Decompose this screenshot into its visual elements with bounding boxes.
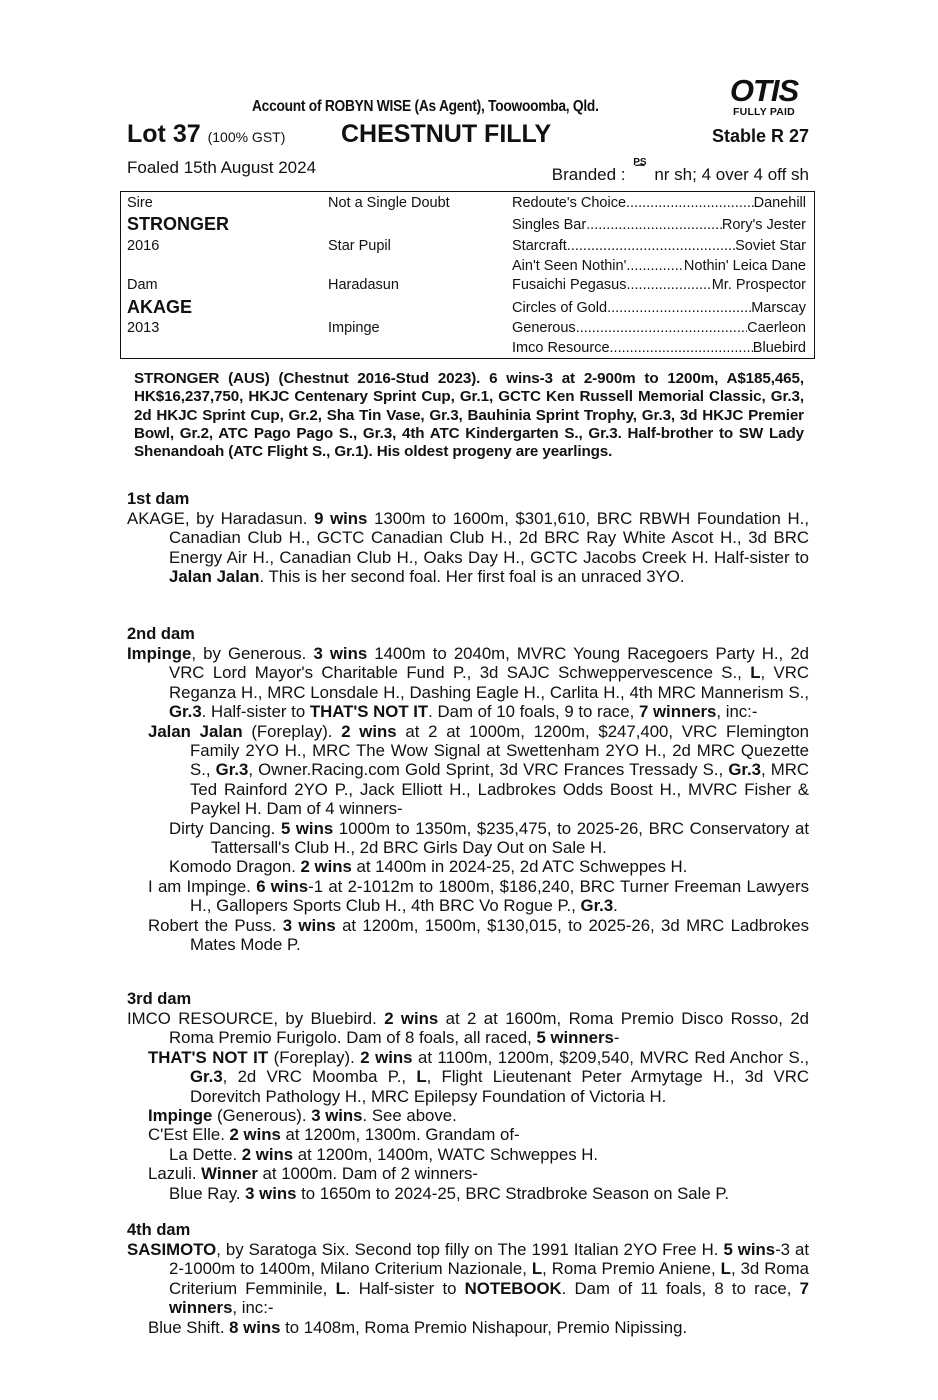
pedigree-table <box>120 191 815 359</box>
lot-number <box>127 120 285 149</box>
sire-name: STRONGER <box>127 214 230 234</box>
second-dam-section <box>127 625 809 955</box>
entries <box>127 1240 809 1337</box>
otis-logo <box>720 73 808 118</box>
section-heading: 3rd dam <box>127 990 192 1008</box>
pedigree-entry: C'Est Elle. 2 wins at 1200m, 1300m. Grandam of- <box>148 1125 520 1145</box>
dam-name: AKAGE <box>127 297 193 317</box>
third-gen-row: Generous ..... Caerleon <box>512 320 806 336</box>
third-gen-row: Redoute's Choice ..... Danehill <box>512 195 806 211</box>
dam-dam: Impinge <box>328 320 380 336</box>
pedigree-entry: I am Impinge. 6 wins-1 at 2-1012m to 1800m, $186,240, BRC Turner Freeman Lawyers H., Gallopers Sports Club H., 4th BRC Vo Rogue P., Gr.3. <box>148 876 809 916</box>
entries <box>127 644 809 955</box>
vendor-account: Account of ROBYN WISE (As Agent), Toowoomba, Qld. <box>252 98 599 115</box>
sire-dam: Star Pupil <box>328 238 391 254</box>
sire-year: 2016 <box>127 238 160 254</box>
third-gen-row: Singles Bar ..... Rory's Jester <box>512 217 806 233</box>
third-dam-section <box>127 990 809 1203</box>
section-heading: 4th dam <box>127 1221 191 1239</box>
lot-label: Lot 37 <box>127 120 201 148</box>
pedigree-entry: IMCO RESOURCE, by Bluebird. 2 wins at 2 at 1600m, Roma Premio Disco Rosso, 2d Roma Premio Furigolo. Dam of 8 foals, all raced, 5 winners- <box>127 1009 809 1048</box>
pedigree-entry: Jalan Jalan (Foreplay). 2 wins at 2 at 1000m, 1200m, $247,400, VRC Flemington Family 2YO H., MRC The Wow Signal at Swettenham 2YO H., 2d MRC Quezette S., Gr.3, Owner.Racing.com Gold Sprint, 3d VRC Frances Tressady S., Gr.3, MRC Ted Rainford 2YO P., Jack Elliott H., Ladbrokes Odds Boost H., MVRC Fisher & Paykel H. Dam of 4 winners- <box>148 721 810 819</box>
third-gen-row: Fusaichi Pegasus ..... Mr. Prospector <box>512 277 806 293</box>
lot-description: CHESTNUT FILLY <box>341 120 552 148</box>
section-heading: 2nd dam <box>127 625 195 643</box>
dam-year: 2013 <box>127 320 160 336</box>
lot-header <box>127 120 809 152</box>
pedigree-entry: THAT'S NOT IT (Foreplay). 2 wins at 1100m, 1200m, $209,540, MVRC Red Anchor S., Gr.3, 2d VRC Moomba P., L, Flight Lieutenant Peter Armytage H., 3d VRC Dorevitch Pathology H., MRC Epilepsy Foundation of Victoria H. <box>148 1047 810 1106</box>
third-gen-row: Ain't Seen Nothin' ..... Nothin' Leica Dane <box>512 258 806 274</box>
sire-label: Sire <box>127 195 153 211</box>
stable-number: Stable R 27 <box>711 126 809 146</box>
brand-mark-icon: PS ⁀ <box>633 157 647 177</box>
pedigree-entry: Dirty Dancing. 5 wins 1000m to 1350m, $235,475, to 2025-26, BRC Conservatory at Tattersall's Club H., 2d BRC Girls Day Out on Sale H. <box>169 818 809 858</box>
pedigree-entry: Blue Shift. 8 wins to 1408m, Roma Premio Nishapour, Premio Nipissing. <box>148 1317 688 1337</box>
branded-label: Branded : <box>551 165 626 184</box>
third-gen-row: Circles of Gold ..... Marscay <box>512 300 806 316</box>
third-gen-row: Starcraft ..... Soviet Star <box>512 238 806 254</box>
pedigree-entry: Impinge, by Generous. 3 wins 1400m to 2040m, MVRC Young Racegoers Party H., 2d VRC Lord Mayor's Charitable Fund P., 3d SAJC Schweppervescence S., L, VRC Reganza H., MRC Lonsdale H., Dashing Eagle H., Carlita H., 4th MRC Mannerism S., Gr.3. Half-sister to THAT'S NOT IT. Dam of 10 foals, 9 to race, 7 winners, inc:- <box>127 644 810 722</box>
pedigree-entry: Blue Ray. 3 wins to 1650m to 2024-25, BRC Stradbroke Season on Sale P. <box>169 1183 730 1203</box>
otis-brand-icon: OTIS <box>729 73 799 108</box>
dam-label: Dam <box>127 277 158 293</box>
pedigree-entry: Lazuli. Winner at 1000m. Dam of 2 winners- <box>148 1164 479 1184</box>
branded-detail: nr sh; 4 over 4 off sh <box>654 165 809 184</box>
dam-sire: Haradasun <box>328 277 399 293</box>
section-heading: 1st dam <box>127 490 190 508</box>
entries <box>127 509 809 587</box>
branded-info <box>552 158 809 185</box>
foaled-date: Foaled 15th August 2024 <box>127 158 317 177</box>
pedigree-entry: Impinge (Generous). 3 wins. See above. <box>148 1106 457 1126</box>
sire-summary: STRONGER (AUS) (Chestnut 2016-Stud 2023). 6 wins-3 at 2-900m to 1200m, A$185,465, HK$16,237,750, HKJC Centenary Sprint Cup, Gr.1, GCTC Ken Russell Memorial Classic, Gr.3, 2d HKJC Sprint Cup, Gr.2, Sha Tin Vase, Gr.3, Bauhinia Sprint Trophy, Gr.3, 3d HKJC Premier Bowl, Gr.2, ATC Pago Pago S., Gr.3, 4th ATC Kindergarten S., Gr.3. Half-brother to SW Lady Shenandoah (ATC Flight S., Gr.1). His oldest progeny are yearlings. <box>134 370 804 461</box>
fourth-dam-section <box>127 1221 809 1337</box>
sire-sire: Not a Single Doubt <box>328 195 450 211</box>
gst-note: (100% GST) <box>207 129 286 145</box>
pedigree-entry: SASIMOTO, by Saratoga Six. Second top filly on The 1991 Italian 2YO Free H. 5 wins-3 at 2-1000m to 1400m, Milano Criterium Nazionale, L, Roma Premio Aniene, L, 3d Roma Criterium Femminile, L. Half-sister to NOTEBOOK. Dam of 11 foals, 8 to race, 7 winners, inc:- <box>127 1240 809 1318</box>
pedigree-entry: AKAGE, by Haradasun. 9 wins 1300m to 1600m, $301,610, BRC RBWH Foundation H., Canadian Club H., GCTC Canadian Club H., 2d BRC Ray White Ascot H., 3d BRC Energy Air H., Canadian Club H., Oaks Day H., GCTC Jacobs Creek H. Half-sister to Jalan Jalan. This is her second foal. Her first foal is an unraced 3YO. <box>127 509 809 587</box>
fully-paid-label: FULLY PAID <box>733 106 795 118</box>
first-dam-section <box>127 490 809 587</box>
pedigree-entry: Robert the Puss. 3 wins at 1200m, 1500m, $130,015, to 2025-26, 3d MRC Ladbrokes Mates Mode P. <box>148 915 810 955</box>
pedigree-entry: La Dette. 2 wins at 1200m, 1400m, WATC Schweppes H. <box>169 1144 599 1164</box>
third-gen-row: Imco Resource ..... Bluebird <box>512 340 806 356</box>
entries <box>127 1009 809 1203</box>
pedigree-entry: Komodo Dragon. 2 wins at 1400m in 2024-25, 2d ATC Schweppes H. <box>169 857 688 877</box>
